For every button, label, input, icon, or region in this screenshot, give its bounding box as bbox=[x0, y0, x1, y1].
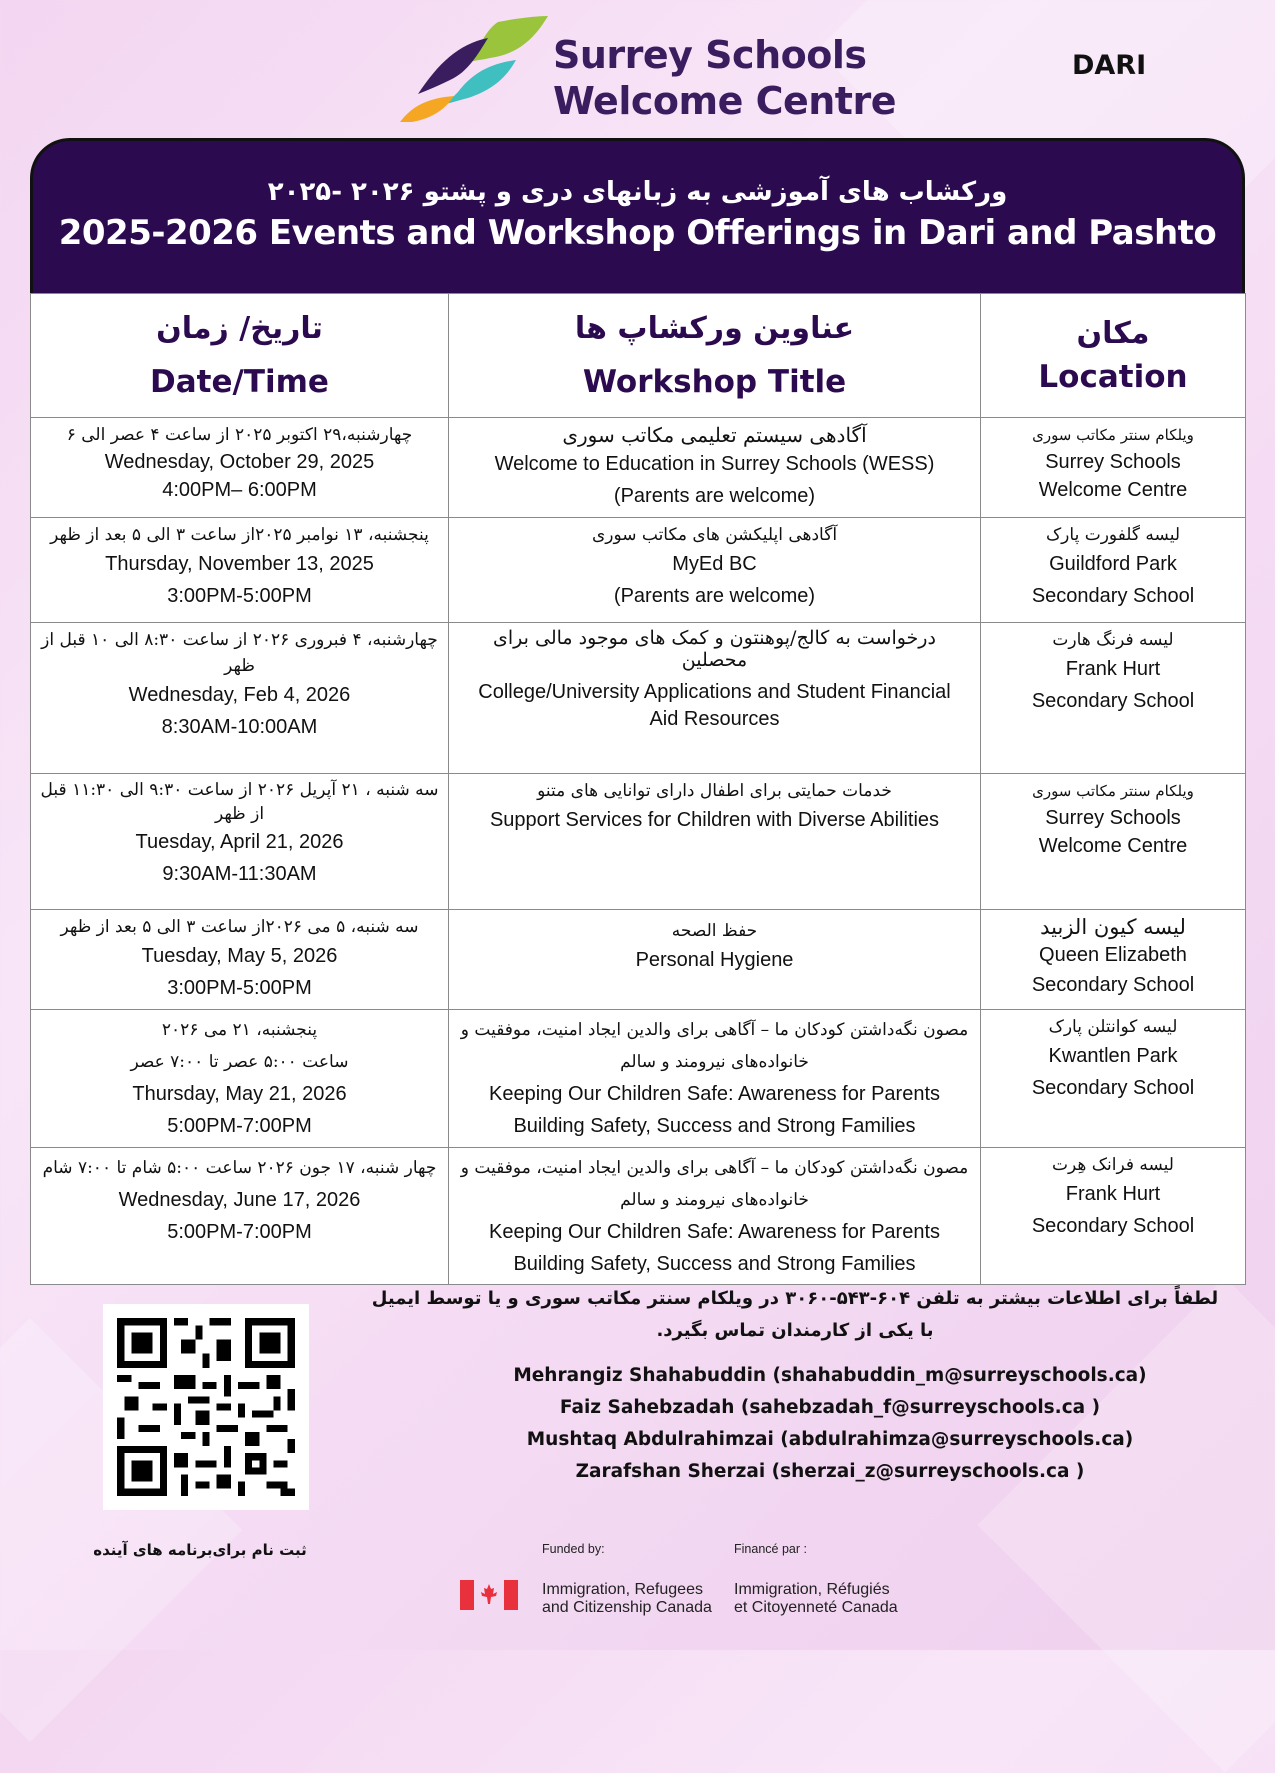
date-cell: سه شنبه ، ۲۱ آپریل ۲۰۲۶ از ساعت ۹:۳۰ الی ۱۱:۳۰ قبل از ظهر Tuesday, April 21, 2026 9:30AM-11:30AM bbox=[31, 774, 449, 910]
background-diamond bbox=[978, 1278, 1275, 1773]
column-header-location: مکان Location bbox=[981, 294, 1246, 418]
location-cell: لیسه فرنگ هارت Frank Hurt Secondary School bbox=[981, 623, 1246, 774]
canada-flag-icon bbox=[460, 1580, 518, 1610]
qr-code-icon bbox=[103, 1304, 309, 1510]
language-tag: DARI bbox=[1072, 50, 1147, 81]
location-cell: لیسه گلفورت پارک Guildford Park Secondary School bbox=[981, 518, 1246, 623]
title-cell: حفظ الصحه Personal Hygiene bbox=[449, 910, 981, 1010]
logo-line-1: Surrey Schools bbox=[553, 33, 867, 77]
title-cell: خدمات حمایتی برای اطفال دارای توانایی های متنو Support Services for Children with Diverse Abilities bbox=[449, 774, 981, 910]
table-row bbox=[31, 623, 1246, 774]
registration-qr-code[interactable] bbox=[103, 1304, 309, 1510]
contact-list bbox=[500, 1360, 1160, 1488]
location-cell: لیسه کوانتلن پارک Kwantlen Park Secondary School bbox=[981, 1010, 1246, 1148]
banner-title-english: 2025-2026 Events and Workshop Offerings in Dari and Pashto bbox=[58, 213, 1217, 253]
date-cell: چهارشنبه، ۴ فبروری ۲۰۲۶ از ساعت ۸:۳۰ الی ۱۰ قبل از ظهر Wednesday, Feb 4, 2026 8:30AM-10:00AM bbox=[31, 623, 449, 774]
table-row bbox=[31, 518, 1246, 623]
finance-par-label: Financé par : bbox=[734, 1542, 807, 1556]
location-cell: ویلکام سنتر مکاتب سوری Surrey Schools Welcome Centre bbox=[981, 418, 1246, 518]
title-cell: مصون نگه‌داشتن کودکان ما – آگاهی برای والدین ایجاد امنیت، موفقیت و خانواده‌های نیرومند و سالم Keeping Our Children Safe: Awareness for Parents Building Safety, Success and Strong Families bbox=[449, 1148, 981, 1285]
date-cell: پنجشنبه، ۱۳ نوامبر ۲۰۲۵از ساعت ۳ الی ۵ بعد از ظهر Thursday, November 13, 2025 3:00PM-5:00PM bbox=[31, 518, 449, 623]
contact-person[interactable]: Faiz Sahebzadah (sahebzadah_f@surreyschools.ca ) bbox=[559, 1397, 1101, 1418]
column-header-workshop-title: عناوین ورکشاپ ها Workshop Title bbox=[449, 294, 981, 418]
title-cell: درخواست به کالج/پوهنتون و کمک های موجود مالی برای محصلین College/University Applications and Student Financial Aid Resources bbox=[449, 623, 981, 774]
title-cell: مصون نگه‌داشتن کودکان ما – آگاهی برای والدین ایجاد امنیت، موفقیت و خانواده‌های نیرومند و سالم Keeping Our Children Safe: Awareness for Parents Building Safety, Success and Strong Families bbox=[449, 1010, 981, 1148]
title-cell: آگادهی اپلیکشن های مکاتب سوری MyEd BC (Parents are welcome) bbox=[449, 518, 981, 623]
logo-line-2: Welcome Centre bbox=[553, 79, 896, 123]
contact-person[interactable]: Zarafshan Sherzai (sherzai_z@surreyschools.ca ) bbox=[575, 1461, 1085, 1482]
ircc-name-french: Immigration, Réfugiés et Citoyenneté Canada bbox=[734, 1581, 898, 1616]
contact-instructions-dari: لطفاً برای اطلاعات بیشتر به تلفن ۶۰۴-۵۴۳-۳۰۶۰ در ویلکام سنتر مکاتب سوری و یا توسط ایمیل با یکی از کارمندان تماس بگیرد. bbox=[371, 1288, 1219, 1341]
table-header-row bbox=[31, 294, 1246, 418]
table-row bbox=[31, 418, 1246, 518]
qr-caption: ثبت نام برای‌برنامه های آینده bbox=[93, 1541, 307, 1559]
table-row bbox=[31, 1010, 1246, 1148]
table-row bbox=[31, 1148, 1246, 1285]
contact-person[interactable]: Mehrangiz Shahabuddin (shahabuddin_m@surreyschools.ca) bbox=[513, 1365, 1147, 1386]
ircc-name-english: Immigration, Refugees and Citizenship Canada bbox=[542, 1581, 712, 1616]
table-row bbox=[31, 774, 1246, 910]
table-row bbox=[31, 910, 1246, 1010]
funded-by-label: Funded by: bbox=[542, 1542, 605, 1556]
contact-person[interactable]: Mushtaq Abdulrahimzai (abdulrahimza@surreyschools.ca) bbox=[526, 1429, 1134, 1450]
events-table bbox=[30, 293, 1246, 1285]
location-cell: ویلکام سنتر مکاتب سوری Surrey Schools Welcome Centre bbox=[981, 774, 1246, 910]
surrey-schools-welcome-centre-logo bbox=[398, 14, 896, 126]
date-cell: چهار شنبه، ۱۷ جون ۲۰۲۶ ساعت ۵:۰۰ شام تا ۷:۰۰ شام Wednesday, June 17, 2026 5:00PM-7:00PM bbox=[31, 1148, 449, 1285]
logo-leaves-icon bbox=[398, 14, 558, 126]
date-cell: سه شنبه، ۵ می ۲۰۲۶از ساعت ۳ الی ۵ بعد از ظهر Tuesday, May 5, 2026 3:00PM-5:00PM bbox=[31, 910, 449, 1010]
title-cell: آگادهی سیستم تعلیمی مکاتب سوری Welcome to Education in Surrey Schools (WESS) (Parents are welcome) bbox=[449, 418, 981, 518]
banner-title-dari: ورکشاب های آموزشی به زبانهای دری و پشتو ۲۰۲۶ -۲۰۲۵ bbox=[267, 177, 1008, 207]
column-header-date-time: تاریخ/ زمان Date/Time bbox=[31, 294, 449, 418]
location-cell: لیسه کیون الزبید Queen Elizabeth Secondary School bbox=[981, 910, 1246, 1010]
location-cell: لیسه فرانک هِرت Frank Hurt Secondary School bbox=[981, 1148, 1246, 1285]
date-cell: چهارشنبه،۲۹ اکتوبر ۲۰۲۵ از ساعت ۴ عصر الی ۶ Wednesday, October 29, 2025 4:00PM– 6:00PM bbox=[31, 418, 449, 518]
date-cell: پنجشنبه، ۲۱ می ۲۰۲۶ ساعت ۵:۰۰ عصر تا ۷:۰۰ عصر Thursday, May 21, 2026 5:00PM-7:00PM bbox=[31, 1010, 449, 1148]
title-banner bbox=[30, 138, 1245, 293]
